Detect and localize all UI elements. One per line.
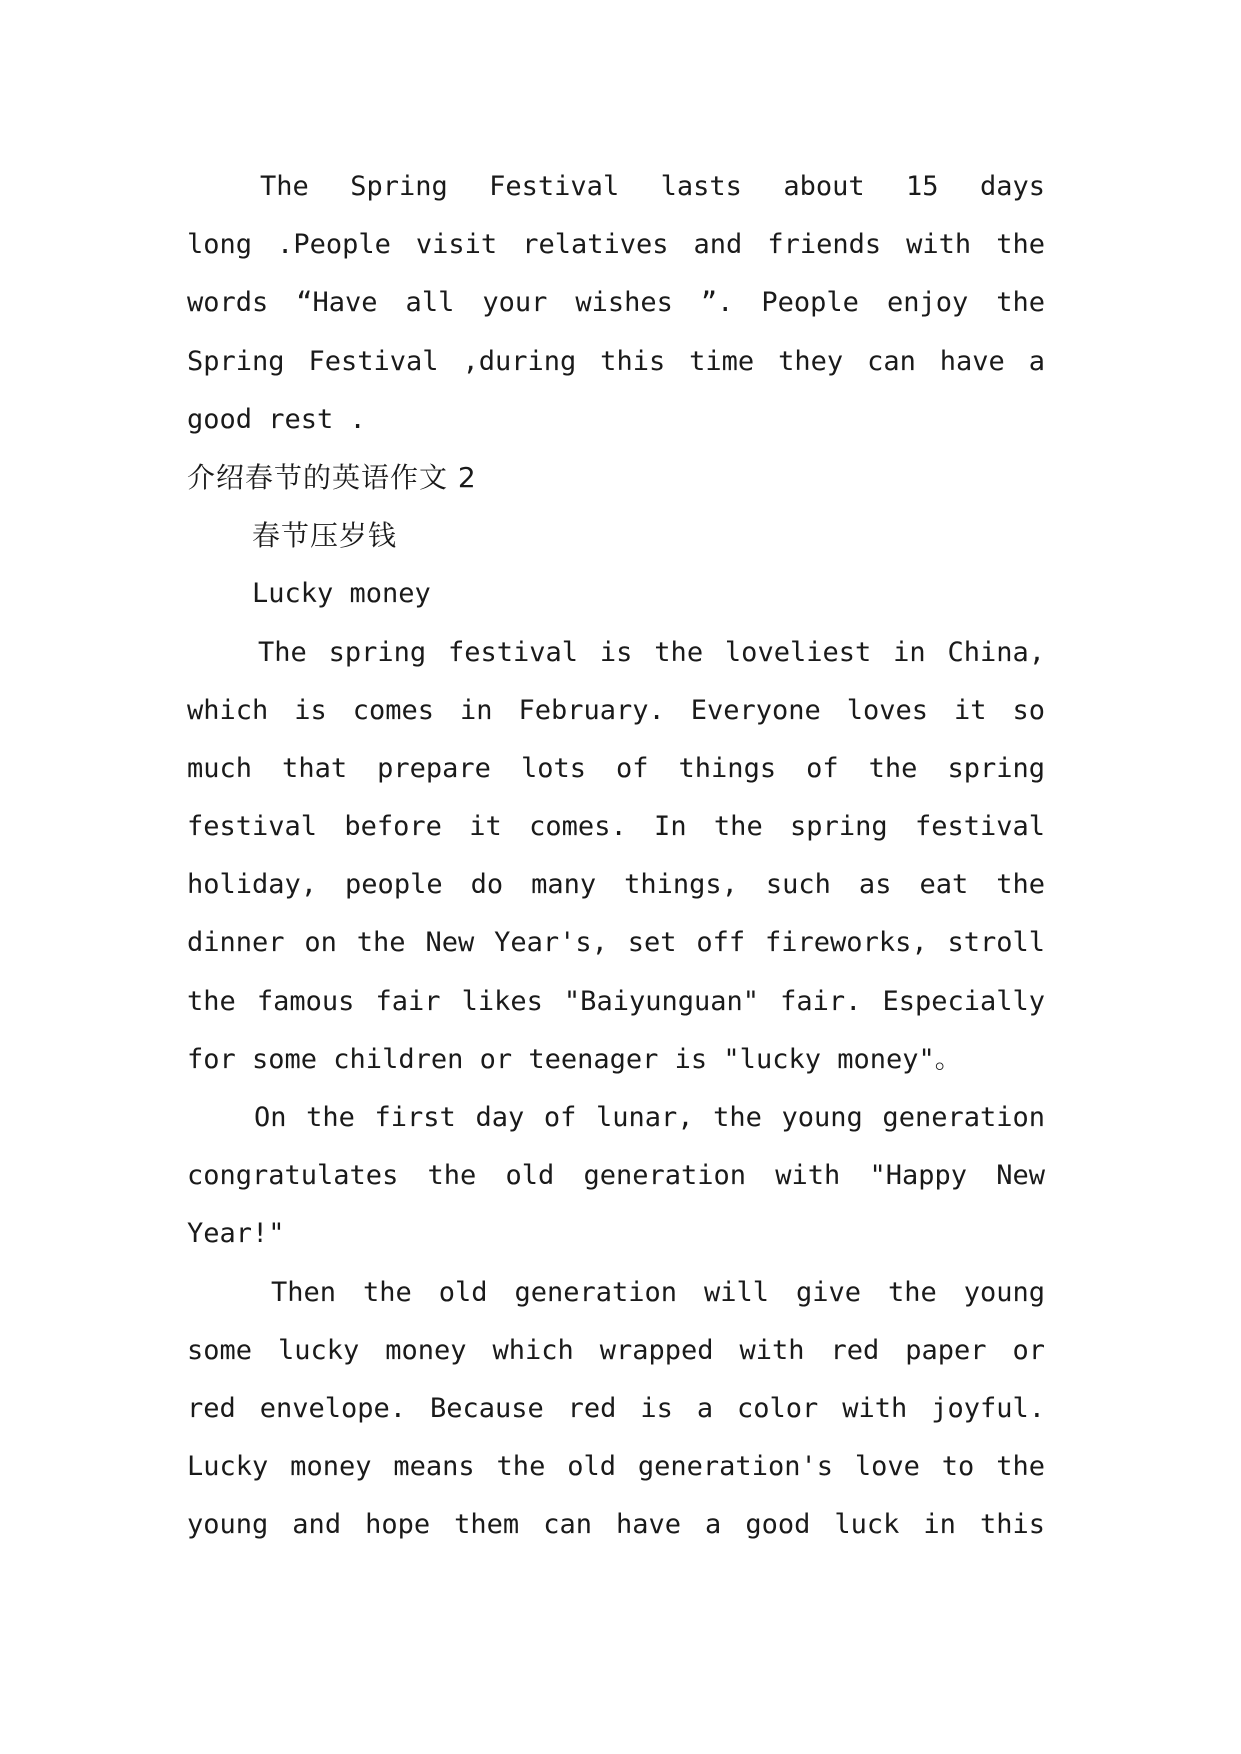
subtitle-chinese: 春节压岁钱: [252, 519, 398, 553]
text-line: The spring festival is the loveliest in China,: [258, 636, 1045, 668]
text-line: Then the old generation will give the young: [271, 1276, 1045, 1308]
text-line: long .People visit relatives and friends with the: [187, 229, 1045, 261]
text-line: Spring Festival ,during this time they can have a: [187, 345, 1045, 377]
paragraph-first-day: [187, 1089, 1045, 1264]
section-heading: 介绍春节的英语作文 2: [187, 460, 477, 494]
text-line: holiday, people do many things, such as eat the: [187, 869, 1045, 901]
text-line: young and hope them can have a good luck in this: [187, 1509, 1045, 1541]
text-line: festival before it comes. In the spring festival: [187, 811, 1045, 843]
subtitle-english: Lucky money: [252, 578, 431, 610]
text-line: words “Have all your wishes ”. People enjoy the: [187, 287, 1045, 319]
text-line: red envelope. Because red is a color with joyful.: [187, 1392, 1045, 1424]
paragraph-red-envelope: [187, 1264, 1045, 1555]
paragraph-spring-festival-intro: [187, 158, 1045, 449]
text-line: good rest .: [187, 403, 366, 435]
paragraph-lucky-money-intro: [187, 624, 1045, 1090]
text-line: which is comes in February. Everyone loves it so: [187, 694, 1045, 726]
text-line: for some children or teenager is "lucky money"。: [187, 1043, 962, 1075]
text-line: The Spring Festival lasts about 15 days: [260, 171, 1045, 202]
text-line: the famous fair likes "Baiyunguan" fair. Especially: [187, 985, 1045, 1017]
document-body: [187, 158, 1045, 1555]
text-line: dinner on the New Year's, set off fireworks, stroll: [187, 927, 1045, 959]
text-line: Year!": [187, 1218, 285, 1250]
text-line: On the first day of lunar, the young generation: [254, 1102, 1045, 1133]
text-line: Lucky money means the old generation's love to the: [187, 1451, 1045, 1483]
text-line: much that prepare lots of things of the spring: [187, 752, 1045, 784]
text-line: congratulates the old generation with "Happy New: [187, 1160, 1045, 1192]
text-line: some lucky money which wrapped with red paper or: [187, 1334, 1045, 1366]
